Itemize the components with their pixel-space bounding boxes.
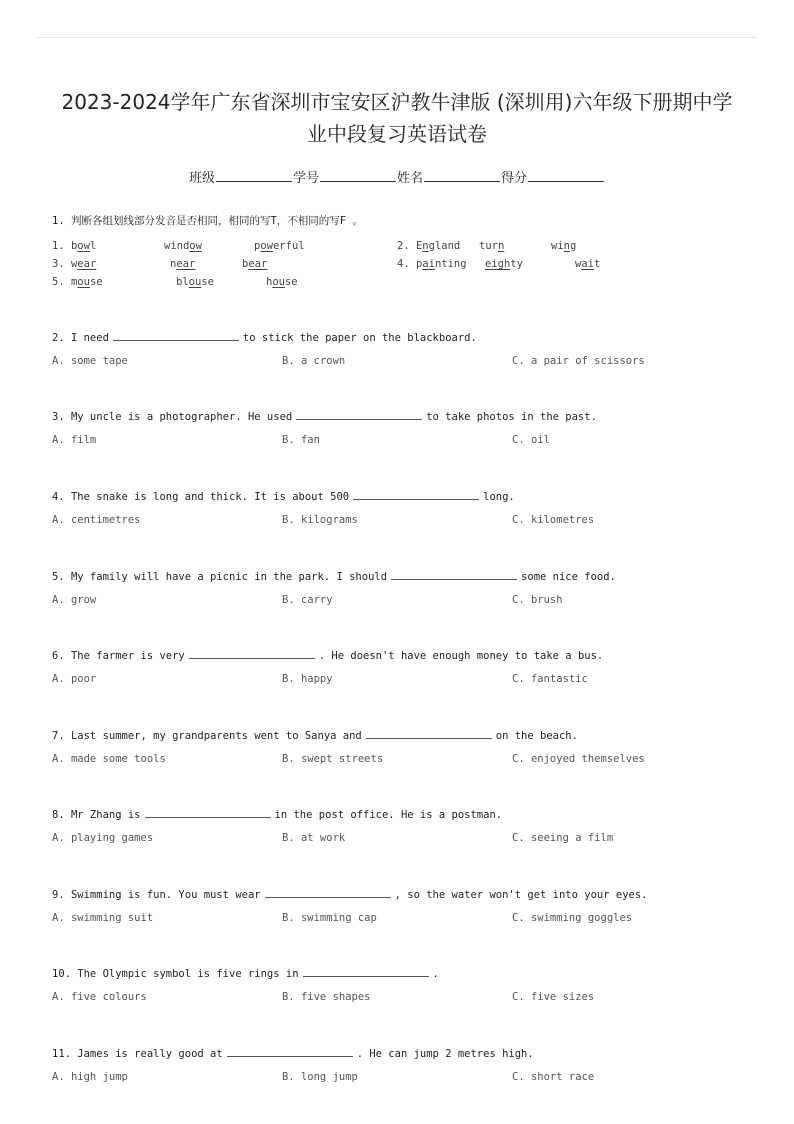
question-item [52,409,752,448]
option-c[interactable]: C. swimming goggles [512,912,633,924]
option-row [52,912,752,926]
pronunciation-word: 5. mouse [52,276,103,288]
underlined-letters: ou [188,276,202,288]
underlined-letters: n [563,240,570,252]
option-b[interactable]: B. a crown [282,355,346,367]
question-text [52,807,752,821]
answer-blank[interactable] [366,728,492,739]
class-label: 班级 [188,171,215,186]
option-row [52,753,752,767]
option-row [52,594,752,608]
question-text [52,489,752,503]
group-number: 5. [52,276,71,288]
question-stem: 5. My family will have a picnic in the park. I should [52,571,388,583]
question-stem: 4. The snake is long and thick. It is about 500 [52,491,350,503]
underlined-letters: ear [176,258,196,270]
group-number: 3. [52,258,71,270]
question-text [52,1046,752,1060]
question-stem: 7. Last summer, my grandparents went to Sanya and [52,730,362,742]
option-b[interactable]: B. five shapes [282,991,371,1003]
underlined-letters: ou [77,276,90,288]
pronunciation-word: near [170,258,196,270]
underlined-letters: ow [77,240,90,252]
question-text [52,330,752,344]
question-stem-end: in the post office. He is a postman. [274,809,503,821]
option-c[interactable]: C. enjoyed themselves [512,753,645,765]
pronunciation-word: blouse [176,276,214,288]
question-text [52,887,752,901]
underlined-letters: n [497,240,505,252]
group-number: 4. [397,258,416,270]
pronunciation-word: window [164,240,202,252]
option-a[interactable]: A. swimming suit [52,912,154,924]
question-item [52,330,752,369]
question-stem-end: on the beach. [495,730,578,742]
question-text [52,728,752,742]
option-a[interactable]: A. high jump [52,1071,128,1083]
answer-blank[interactable] [303,966,429,977]
option-row [52,673,752,687]
class-blank[interactable] [216,169,292,182]
pronunciation-group [52,258,392,272]
score-blank[interactable] [528,169,604,182]
name-blank[interactable] [424,169,500,182]
question-item [52,728,752,767]
answer-blank[interactable] [353,489,479,500]
option-row [52,991,752,1005]
question-item [52,648,752,687]
question-stem-end: some nice food. [521,571,616,583]
answer-blank[interactable] [265,887,391,898]
underlined-letters: ow [189,240,202,252]
underlined-letters: n [422,240,429,252]
option-b[interactable]: B. at work [282,832,346,844]
pronunciation-word: 4. painting [397,258,467,270]
option-b[interactable]: B. swimming cap [282,912,377,924]
question-item [52,966,752,1005]
option-row [52,832,752,846]
id-blank[interactable] [320,169,396,182]
question-text [52,648,752,662]
pronunciation-word: bear [242,258,268,270]
page-title [40,86,754,150]
underlined-letters: ou [272,276,285,288]
pronunciation-group [52,276,392,290]
title-line-1: 2023-2024学年广东省深圳市宝安区沪教牛津版 (深圳用)六年级下册期中学 [61,90,733,114]
option-row [52,514,752,528]
pronunciation-word: 1. bowl [52,240,97,252]
option-b[interactable]: B. long jump [282,1071,358,1083]
question-stem: 6. The farmer is very [52,650,185,662]
question-stem: 9. Swimming is fun. You must wear [52,889,261,901]
question-stem-end: . He doesn't have enough money to take a bus. [318,650,604,662]
option-a[interactable]: A. poor [52,673,97,685]
answer-blank[interactable] [296,409,422,420]
underlined-letters: ow [260,240,273,252]
pronunciation-word: eighty [485,258,523,270]
pronunciation-word: wing [551,240,577,252]
question-stem-end: long. [483,491,515,503]
answer-blank[interactable] [391,569,517,580]
pronunciation-word: wait [575,258,601,270]
option-b[interactable]: B. fan [282,434,320,446]
question-stem: 3. My uncle is a photographer. He used [52,411,293,423]
option-row [52,434,752,448]
name-label: 姓名 [397,171,424,186]
option-a[interactable]: A. made some tools [52,753,166,765]
question-stem-end: . [432,968,439,980]
underlined-letters: ear [248,258,268,270]
option-c[interactable]: C. a pair of scissors [512,355,645,367]
question-item [52,489,752,528]
option-c[interactable]: C. oil [512,434,550,446]
pronunciation-word: turn [479,240,505,252]
question-item [52,569,752,608]
question-item [52,807,752,846]
option-c[interactable]: C. kilometres [512,514,595,526]
option-c[interactable]: C. five sizes [512,991,595,1003]
option-b[interactable]: B. happy [282,673,333,685]
answer-blank[interactable] [145,807,271,818]
question-stem-end: . He can jump 2 metres high. [356,1048,534,1060]
question-stem-end: , so the water won't get into your eyes. [394,889,648,901]
pronunciation-word: 2. England [397,240,461,252]
question-text [52,409,752,423]
id-label: 学号 [292,171,319,186]
group-number: 1. [52,240,71,252]
title-line-2: 业中段复习英语试卷 [307,122,487,146]
option-c[interactable]: C. brush [512,594,563,606]
top-divider [36,37,758,38]
question-item [52,887,752,926]
question-1-title: 1. 判断各组划线部分发音是否相同，相同的写T，不相同的写F 。 [52,215,363,227]
option-a[interactable]: A. centimetres [52,514,141,526]
question-text [52,569,752,583]
pronunciation-word: house [266,276,298,288]
answer-blank[interactable] [189,648,315,659]
question-stem: 2. I need [52,332,109,344]
underlined-letters: eigh [485,258,511,270]
score-label: 得分 [501,171,528,186]
question-stem: 11. James is really good at [52,1048,223,1060]
option-c[interactable]: C. seeing a film [512,832,614,844]
option-row [52,1071,752,1085]
underlined-letters: ai [581,258,594,270]
question-text [52,966,752,980]
question-stem: 10. The Olympic symbol is five rings in [52,968,299,980]
option-row [52,355,752,369]
option-a[interactable]: A. film [52,434,97,446]
pronunciation-word: 3. wear [52,258,97,270]
question-stem: 8. Mr Zhang is [52,809,141,821]
pronunciation-word: powerful [254,240,305,252]
option-a[interactable]: A. grow [52,594,97,606]
group-number: 2. [397,240,416,252]
underlined-letters: ai [422,258,435,270]
question-stem-end: to stick the paper on the blackboard. [242,332,477,344]
option-b[interactable]: B. swept streets [282,753,384,765]
underlined-letters: ear [77,258,97,270]
question-item [52,1046,752,1085]
option-a[interactable]: A. playing games [52,832,154,844]
option-c[interactable]: C. short race [512,1071,595,1083]
option-a[interactable]: A. some tape [52,355,128,367]
pronunciation-group [52,240,392,254]
pronunciation-group [397,258,737,272]
answer-blank[interactable] [227,1046,353,1057]
question-stem-end: to take photos in the past. [426,411,597,423]
answer-blank[interactable] [113,330,239,341]
student-info-row [0,167,794,186]
option-c[interactable]: C. fantastic [512,673,588,685]
pronunciation-group [397,240,737,254]
option-b[interactable]: B. carry [282,594,333,606]
option-a[interactable]: A. five colours [52,991,147,1003]
option-b[interactable]: B. kilograms [282,514,358,526]
